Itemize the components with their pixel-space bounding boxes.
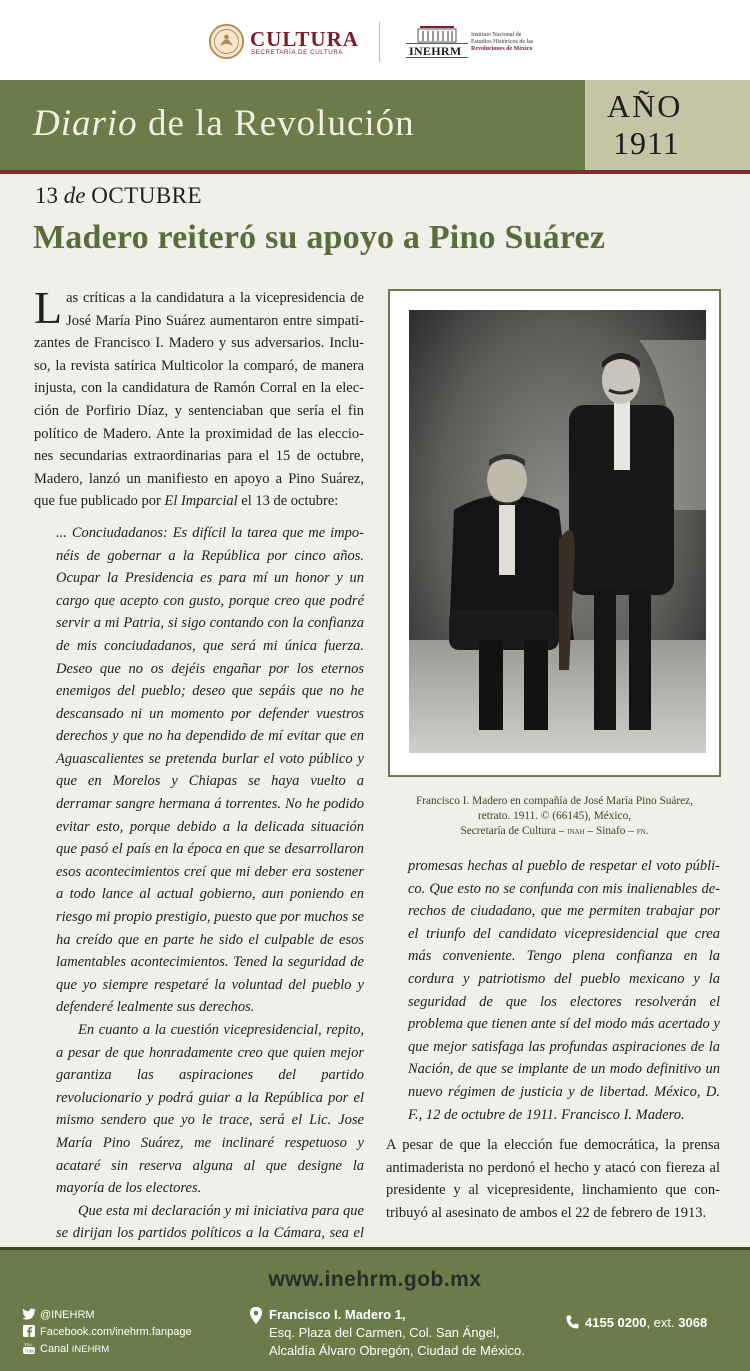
banner-title-italic: Diario	[33, 103, 138, 144]
address-lines	[269, 1306, 525, 1360]
svg-text:Tube: Tube	[24, 1348, 35, 1354]
twitter-link[interactable]	[22, 1308, 95, 1321]
drop-cap: L	[34, 282, 63, 333]
quote-paragraph-1: ... Conciudadanos: Es difícil la tarea que me imponéis de gobernar a la República por cinco años. Ocupar la Presidencia es para mí un honor y un cargo que acepto con gusto, porque creo que podré servir a mi Patria, si sigo contando con la confianza de mis conciudadanos, que será mi única fuerza. Deseo que no os dejéis engañar por los eternos enemigos del pueblo; deseo que sepáis que no he descansado ni un momento por defender vuestros derechos y que no ha dependido de mí evitar que en Aguascalientes se pretenda burlar el voto público y que en Morelos y Chiapas se haya vuelto a derramar sangre hermana á torrentes. No he podido evitar esto, porque debido a la delicada situación que pasó el país en la época en que se desarrollaron esos acontecimientos creí que mi deber era sostener a todo lance al actual gobierno, aun poniendo en riesgo mi propio prestigio, puesto que por muchos se ha creído que en parte he sido el culpable de esos lamentables acontecimientos. Tened la seguridad de que yo siempre respetaré la voluntad del pueblo y defenderé lealmente sus derechos.	[56, 524, 364, 1016]
banner-title-rest: de la Revolución	[137, 103, 415, 144]
article-headline: Madero reiteró su apoyo a Pino Suárez	[33, 219, 606, 256]
inehrm-logo	[406, 26, 546, 60]
date-day: 13	[35, 183, 58, 208]
year-box	[585, 80, 750, 170]
caption-line-1: Francisco I. Madero en compañía de José María Pino Suárez,	[416, 795, 693, 807]
youtube-icon	[22, 1342, 36, 1354]
banner-rule	[0, 170, 750, 174]
youtube-link[interactable]	[22, 1342, 109, 1355]
svg-text:You: You	[24, 1342, 32, 1347]
year-value: 1911	[613, 125, 680, 161]
article-closing: A pesar de que la elección fue democrática, la prensa antimaderista no perdonó el hecho y atacó con fiereza al presidente y al vicepresidente, linchamiento que contribuyó al asesinato de ambos el 22 de febrero de 1913.	[386, 1137, 720, 1221]
caption-line-3	[388, 824, 721, 839]
caption-inah: inah	[567, 826, 585, 837]
phone-extension: 3068	[678, 1315, 708, 1330]
twitter-handle: @INEHRM	[40, 1309, 95, 1321]
inehrm-line-2: Estudios Históricos de las	[471, 39, 534, 45]
article-left-column	[34, 282, 364, 1290]
caption-line-2: retrato. 1911. © (66145), México,	[477, 810, 632, 822]
website-link[interactable]: www.inehrm.gob.mx	[268, 1268, 482, 1291]
banner-title	[33, 102, 415, 145]
location-pin-icon	[250, 1307, 262, 1324]
youtube-channel: INEHRM	[71, 1344, 110, 1355]
phone-ext-label: , ext.	[646, 1315, 679, 1330]
address-line-3: Alcaldía Álvaro Obregón, Ciudad de México.	[269, 1343, 525, 1358]
address-line-1: Francisco I. Madero 1,	[269, 1307, 406, 1322]
intro-newspaper: El Imparcial	[164, 493, 238, 510]
quote-continued-text: promesas hechas al pueblo de respetar el voto público. Que esto no se confunda con mis inalienables derechos de ciudadano, que me permiten trabajar por el triunfo del candidato vicepresidencial que crea más conveniente. Tengo plena confianza en la cordura y patriotismo del pueblo mexicano y la seguridad de que los electores resolverán el problema que tienen ante sí del modo más acertado y que mejor satisfaga las profundas aspiraciones de la Nación, de que se implante de un modo definitivo un nuevo régimen de justicia y de libertad. México, D. F., 12 de octubre de 1911. Francisco I. Madero.	[408, 858, 720, 1123]
facebook-url: Facebook.com/inehrm.fanpage	[40, 1326, 192, 1338]
phone-icon	[566, 1315, 579, 1329]
facebook-icon	[22, 1325, 36, 1337]
caption-source-b: – Sinafo –	[584, 825, 637, 837]
facebook-link[interactable]	[22, 1325, 192, 1338]
quote-paragraph-3: Que esta mi declaración y mi iniciativa para que se dirijan los partidos políticos a la Cámara, sea el	[56, 1202, 364, 1242]
date-de: de	[63, 183, 86, 208]
intro-text-a: as críticas a la candidatura a la vicepresidencia de José María Pino Suárez aumentaron entre simpatizantes de Francisco I. Madero y sus adversarios. Incluso, la revista satírica Multicolor la comparó, de manera injusta, con la candidatura de Ramón Corral en la elección de Porfirio Díaz, y sentenciaban que sería el fin político de Madero. Ante la proximidad de las elecciones secundarias extraordinarias para el 15 de octubre, Madero, lanzó un manifiesto en apoyo a Pino Suárez, que fue publicado por	[34, 290, 364, 510]
page-header	[0, 0, 750, 80]
cultura-name: CULTURA	[250, 27, 359, 51]
twitter-icon	[22, 1308, 36, 1320]
manifesto-quote	[34, 522, 364, 1290]
date-month: OCTUBRE	[91, 183, 203, 208]
quote-paragraph-2: En cuanto a la cuestión vicepresidencial, repito, a pesar de que honradamente creo que quien mejor garantiza las aspiraciones del partido revolucionario y podrá guiar a la República por el mismo sendero que yo le trace, será el Lic. Jose María Pino Suárez, me inclinaré respetuoso y acataré sin reserva alguna al que designe la mayoría de los electores.	[56, 1022, 364, 1197]
page-footer	[0, 1247, 750, 1371]
year-label: AÑO	[607, 88, 683, 124]
youtube-prefix: Canal	[40, 1343, 72, 1355]
cultura-subtitle: SECRETARÍA DE CULTURA	[251, 49, 344, 56]
caption-source-c: .	[645, 825, 649, 837]
address-line-2: Esq. Plaza del Carmen, Col. San Ángel,	[269, 1325, 500, 1340]
photo-caption	[388, 794, 721, 839]
inehrm-line-1: Instituto Nacional de	[471, 32, 522, 38]
phone-number: 4155 0200	[585, 1315, 647, 1330]
phone-contact[interactable]	[566, 1315, 707, 1330]
inehrm-line-3: Revoluciones de México	[471, 46, 533, 52]
historic-photo	[409, 310, 706, 753]
inehrm-full-name	[471, 32, 551, 53]
caption-source-a: Secretaría de Cultura –	[460, 825, 568, 837]
header-divider	[379, 22, 380, 62]
article-date	[35, 183, 202, 209]
title-banner	[0, 80, 750, 170]
caption-fn: fn	[636, 826, 646, 837]
portrait-illustration	[409, 310, 706, 753]
photo-frame	[388, 289, 721, 777]
quote-continuation	[408, 855, 720, 1126]
inehrm-acronym: INEHRM	[409, 44, 462, 58]
eagle-seal-icon	[208, 23, 245, 60]
intro-text-b: el 13 de octubre:	[237, 493, 339, 510]
address-block	[250, 1306, 525, 1360]
article-intro	[34, 282, 364, 513]
